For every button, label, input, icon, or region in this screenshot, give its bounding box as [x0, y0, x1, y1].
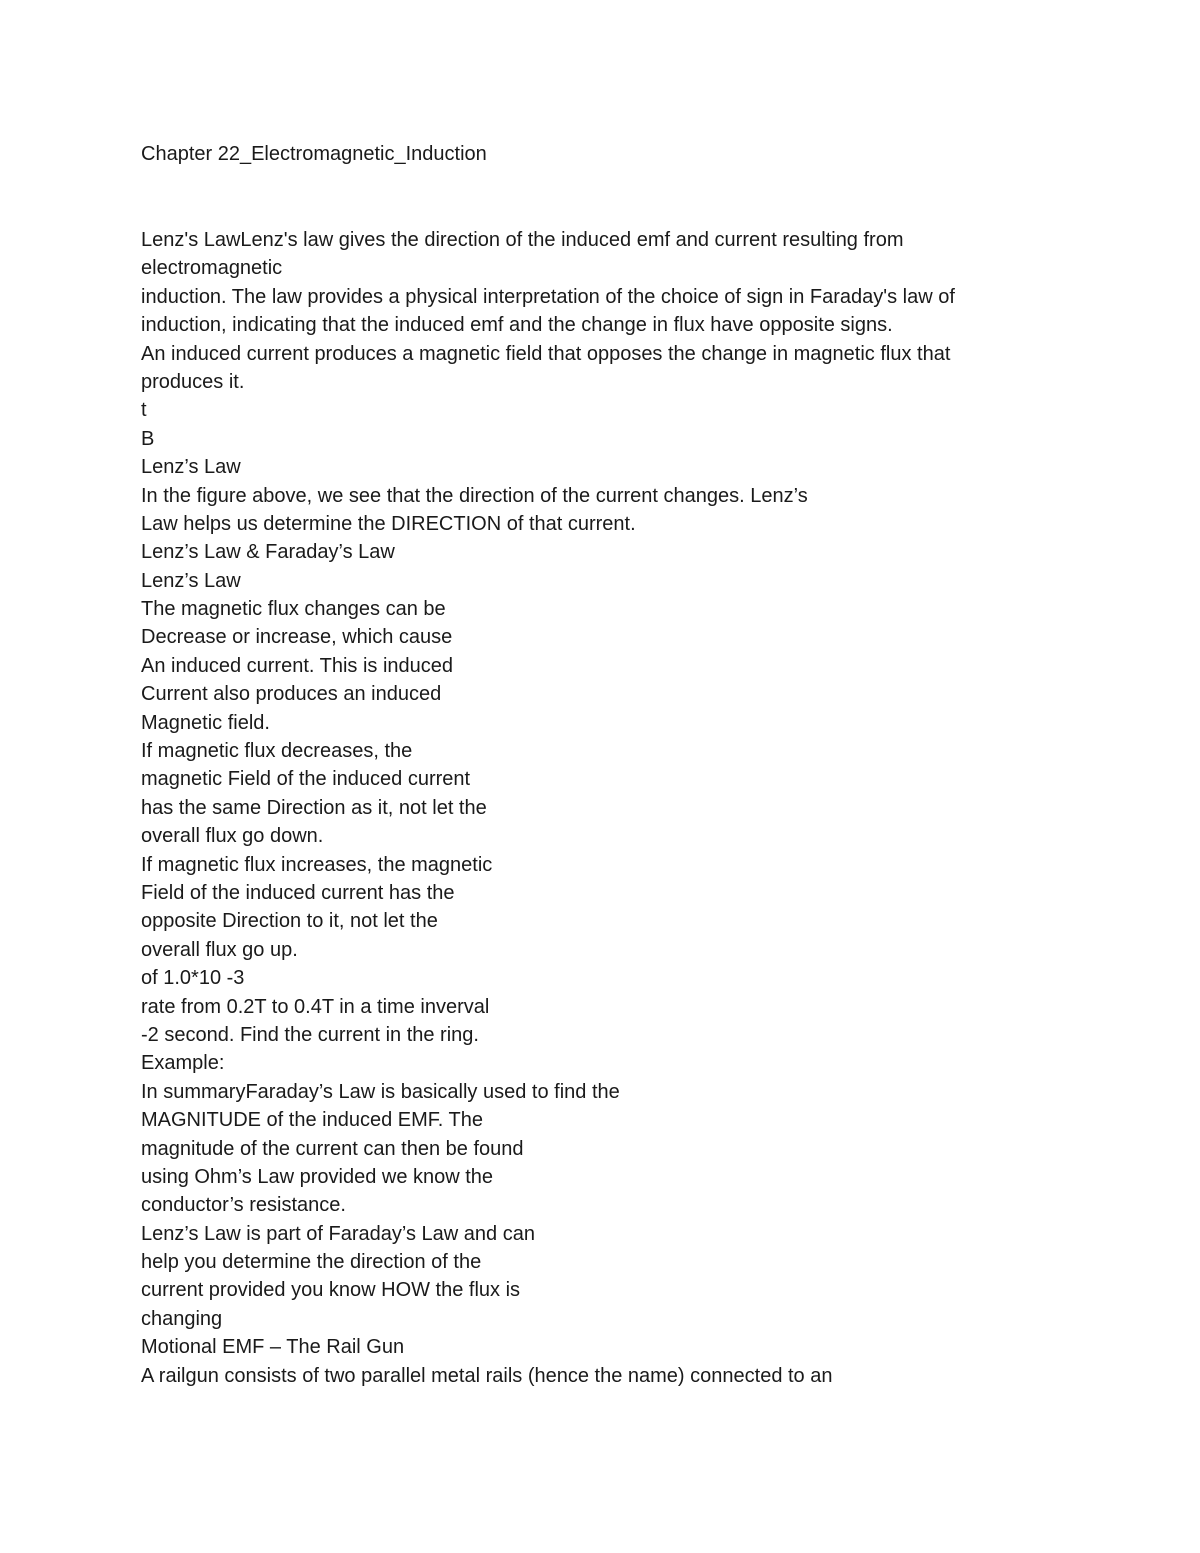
text-line: rate from 0.2T to 0.4T in a time inverval — [141, 995, 490, 1018]
text-line: conductor’s resistance. — [141, 1194, 346, 1217]
text-line: induction, indicating that the induced emf and the change in flux have opposite signs. — [141, 314, 893, 337]
text-line: The magnetic flux changes can be — [141, 598, 446, 621]
text-line: In the figure above, we see that the direction of the current changes. Lenz’s — [141, 484, 808, 507]
text-line: magnetic Field of the induced current — [141, 768, 471, 791]
text-line: MAGNITUDE of the induced EMF. The — [141, 1109, 483, 1132]
text-line: current provided you know HOW the flux is — [141, 1279, 521, 1302]
text-line: Decrease or increase, which cause — [141, 626, 453, 649]
text-line: induction. The law provides a physical interpretation of the choice of sign in Faraday's law of — [141, 285, 955, 308]
text-line: An induced current produces a magnetic field that opposes the change in magnetic flux that — [141, 342, 951, 365]
text-line: An induced current. This is induced — [141, 654, 454, 677]
text-line: If magnetic flux increases, the magnetic — [141, 853, 493, 876]
text-line: has the same Direction as it, not let the — [141, 796, 487, 819]
text-line: Lenz's LawLenz's law gives the direction of the induced emf and current resulting from — [141, 229, 904, 251]
text-line: If magnetic flux decreases, the — [141, 740, 413, 763]
text-line: magnitude of the current can then be found — [141, 1137, 524, 1160]
text-line: Current also produces an induced — [141, 683, 442, 706]
text-line: of 1.0*10 -3 — [141, 967, 245, 990]
text-line: Field of the induced current has the — [141, 881, 455, 904]
text-line: Example: — [141, 1052, 225, 1075]
text-line: changing — [141, 1307, 223, 1330]
document-body — [141, 226, 1041, 1390]
text-line: -2 second. Find the current in the ring. — [141, 1023, 479, 1046]
text-line: t — [141, 399, 147, 422]
text-line: overall flux go down. — [141, 825, 324, 848]
text-line: Magnetic field. — [141, 711, 270, 734]
text-line: using Ohm’s Law provided we know the — [141, 1165, 494, 1188]
text-line: A railgun consists of two parallel metal rails (hence the name) connected to an — [141, 1364, 833, 1387]
text-line: electromagnetic — [141, 257, 283, 280]
text-line: Lenz’s Law — [141, 569, 241, 592]
text-line: opposite Direction to it, not let the — [141, 910, 438, 933]
text-line: Law helps us determine the DIRECTION of that current. — [141, 512, 636, 535]
text-line: Lenz’s Law — [141, 456, 241, 479]
text-line: B — [141, 427, 155, 450]
text-line: produces it. — [141, 370, 245, 393]
text-line: In summaryFaraday’s Law is basically used to find the — [141, 1080, 620, 1103]
text-line: Lenz’s Law & Faraday’s Law — [141, 541, 395, 564]
text-line: Motional EMF – The Rail Gun — [141, 1336, 405, 1359]
text-line: overall flux go up. — [141, 938, 298, 961]
text-line: Lenz’s Law is part of Faraday’s Law and can — [141, 1222, 535, 1245]
document-title: Chapter 22_Electromagnetic_Induction — [141, 143, 487, 165]
text-line: help you determine the direction of the — [141, 1251, 482, 1274]
